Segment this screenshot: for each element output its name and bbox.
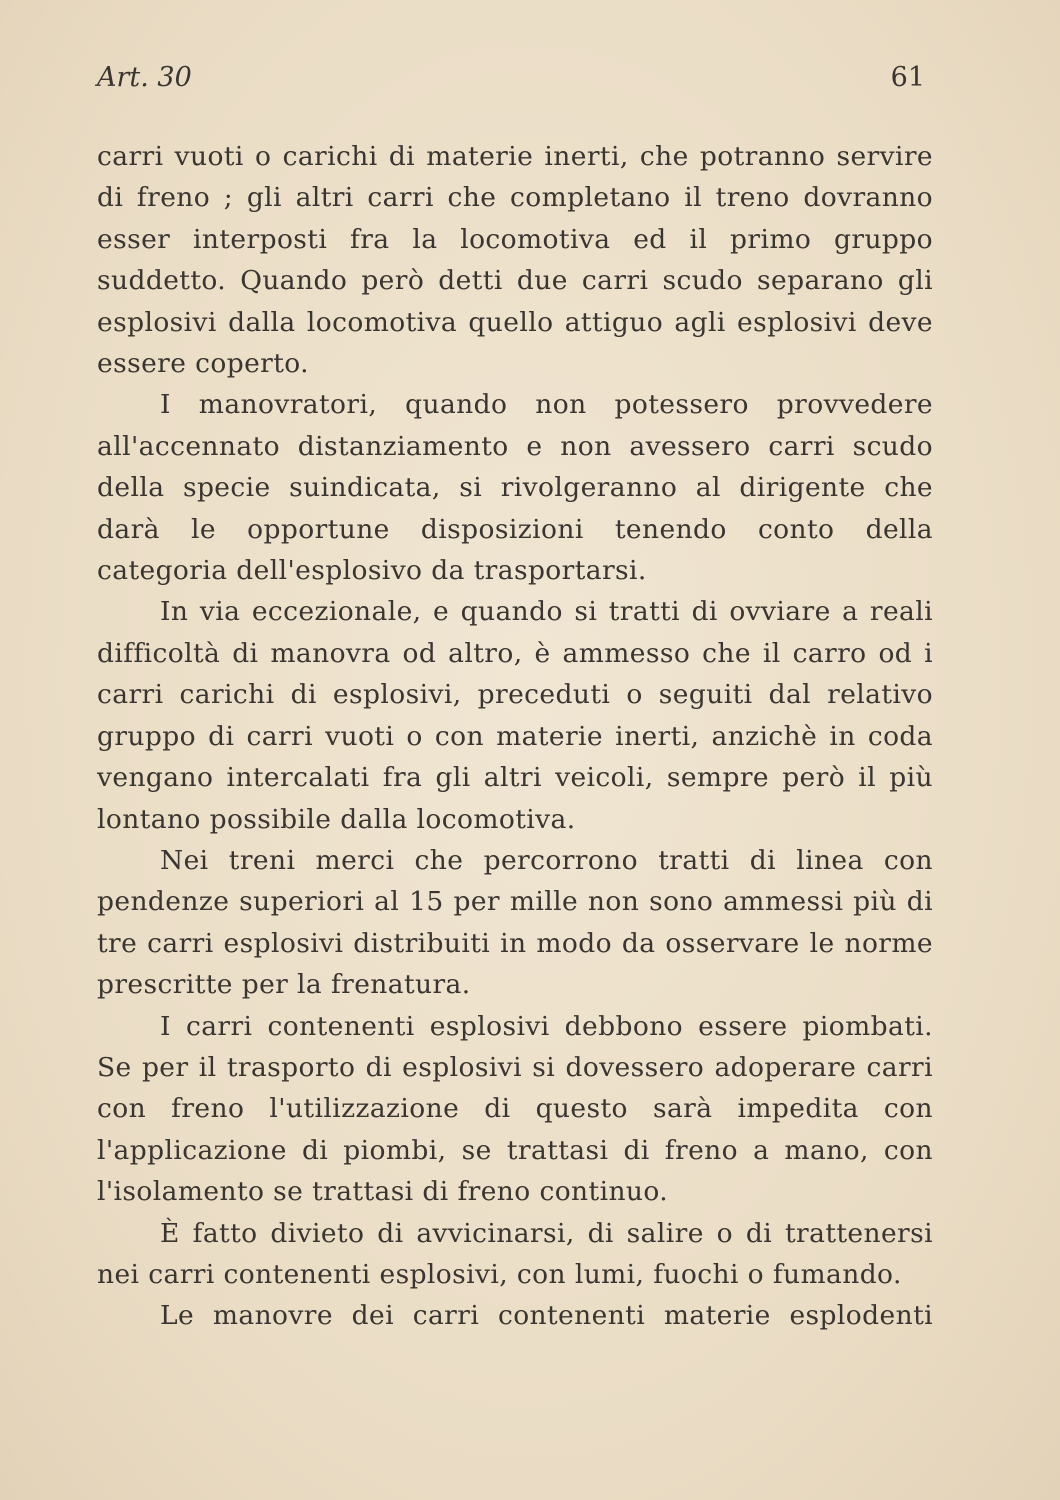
paragraph-treni-merci: Nei treni merci che percorrono tratti di linea con pendenze superiori al 15 per mille non sono ammessi più di tre carri esplosivi distribuiti in modo da osservare le norme prescritte per la frenatura. (97, 844, 933, 1001)
body-text (97, 136, 933, 1337)
paragraph-divieto: È fatto divieto di avvicinarsi, di salire o di trattenersi nei carri contenenti esplosivi, con lumi, fuochi o fumando. (97, 1217, 933, 1290)
paragraph-manovre: Le manovre dei carri contenenti materie esplodenti (160, 1300, 933, 1332)
page-number: 61 (890, 62, 925, 93)
paragraph-continuation: carri vuoti o carichi di materie inerti, che potranno servire di freno ; gli altri carri che completano il treno dovranno esser interposti fra la locomotiva ed il primo gruppo suddetto. Quando però detti due carri scudo separano gli esplosivi dalla locomotiva quello attiguo agli esplosivi deve essere coperto. (97, 141, 933, 380)
paragraph-via-eccezionale: In via eccezionale, e quando si tratti di ovviare a reali difficoltà di manovra od altro, è ammesso che il carro od i carri carichi di esplosivi, preceduti o seguiti dal relativo gruppo di carri vuoti o con materie inerti, anzichè in coda vengano intercalati fra gli altri veicoli, sempre però il più lontano possibile dalla locomotiva. (97, 596, 933, 835)
article-reference: Art. 30 (97, 62, 192, 93)
paragraph-manovratori: I manovratori, quando non potessero provvedere all'accennato distanziamento e non avessero carri scudo della specie suindicata, si rivolgeranno al dirigente che darà le opportune disposizioni tenendo conto della categoria dell'esplosivo da trasportarsi. (97, 389, 933, 587)
running-head (97, 58, 925, 98)
paragraph-carri-piombati: I carri contenenti esplosivi debbono essere piombati. Se per il trasporto di esplosivi si dovessero adoperare carri con freno l'utilizzazione di questo sarà impedita con l'applicazione di piombi, se trattasi di freno a mano, con l'isolamento se trattasi di freno continuo. (97, 1010, 933, 1208)
